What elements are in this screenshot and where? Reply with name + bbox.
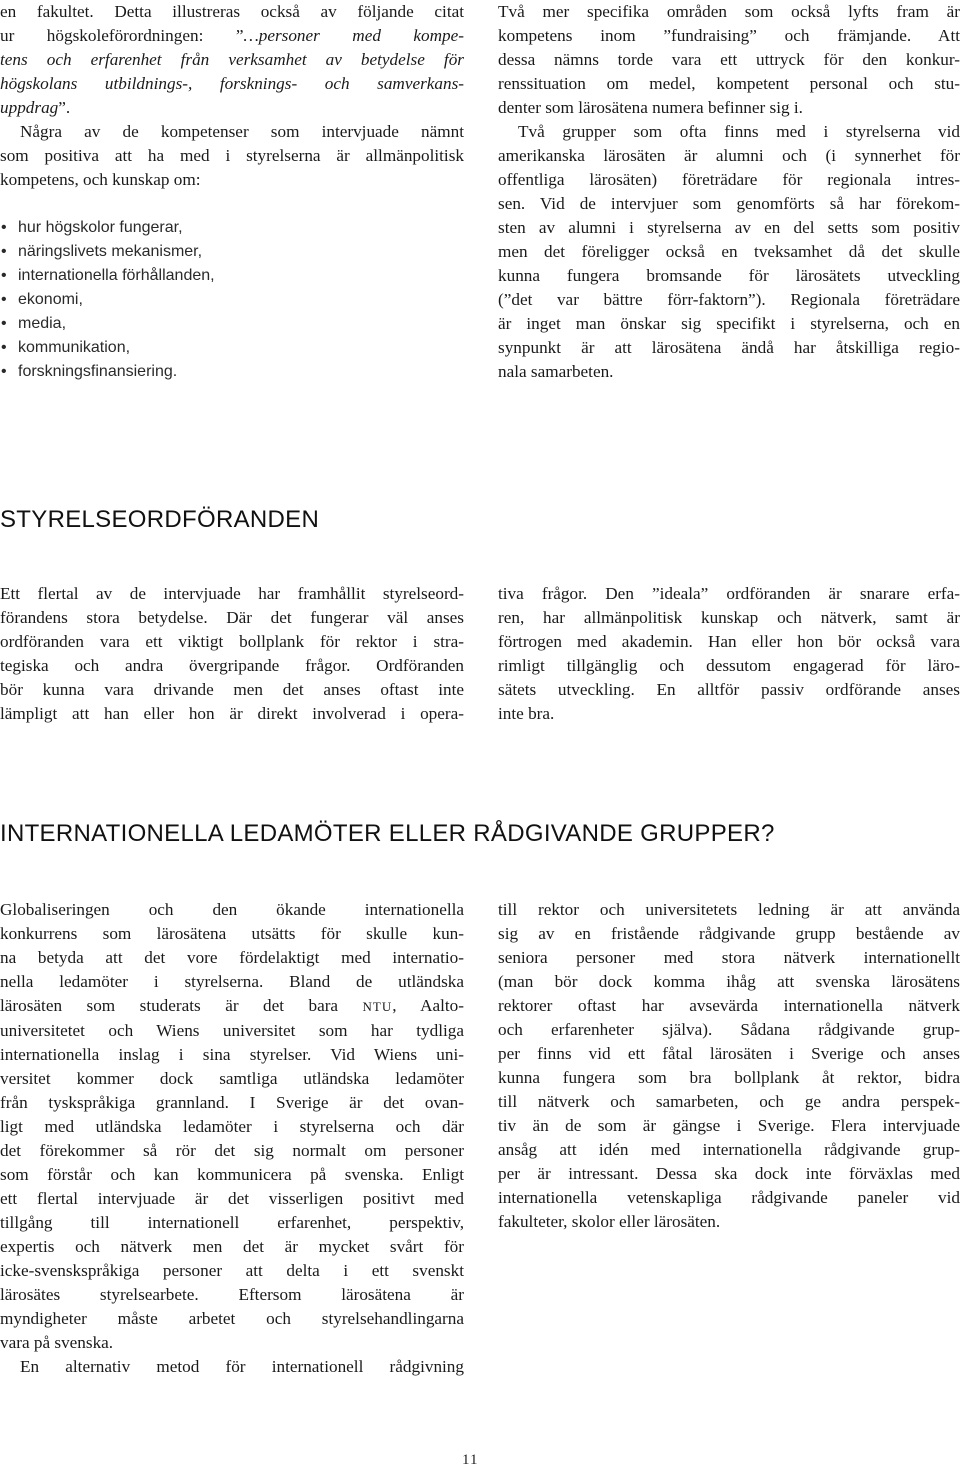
body-line: kunna fungera som bra bollplank åt rektor, bidra	[498, 1068, 960, 1087]
body-line: tillgång till internationell erfarenhet, perspektiv,	[0, 1213, 464, 1232]
body-line: expertis och nätverk men det är mycket svårt för	[0, 1237, 464, 1256]
body-line: dessa nämns torde vara ett uttryck för den konkur-	[498, 50, 960, 69]
competence-list	[0, 216, 464, 384]
body-line: förtrogen med akademin. Han eller hon bör också vara	[498, 632, 960, 651]
top-right-column	[498, 0, 960, 384]
body-line: ligt med utländska ledamöter i styrelserna och där	[0, 1117, 464, 1136]
body-line: na betyda att det vore fördelaktigt med internatio-	[0, 948, 464, 967]
body-line: lärosätes styrelsearbete. Eftersom lärosätena är	[0, 1285, 464, 1304]
list-item: • ekonomi,	[0, 288, 464, 312]
body-line: Två grupper som ofta finns med i styrelserna vid	[518, 122, 960, 141]
body-line: sig av en fristående rådgivande grupp bestående av	[498, 924, 960, 943]
body-line: En alternativ metod för internationell rådgivning	[20, 1357, 464, 1376]
body-line: vara på svenska.	[0, 1333, 114, 1352]
body-line: från tyskspråkiga grannland. I Sverige är det ovan-	[0, 1093, 464, 1112]
body-line: kompetens, och kunskap om:	[0, 170, 201, 189]
top-left-column	[0, 0, 464, 384]
body-line: som positiva att ha med i styrelserna är allmänpolitisk	[0, 146, 464, 165]
body-line: rektorer oftast har avsevärda internationella nätverk	[498, 996, 960, 1015]
list-item: • näringslivets mekanismer,	[0, 240, 464, 264]
body-line: icke-svenskspråkiga personer att delta i ett svenskt	[0, 1261, 464, 1280]
body-line: per finns vid ett fåtal lärosäten i Sverige och anses	[498, 1044, 960, 1063]
body-line: bör kunna vara drivande men det anses oftast inte	[0, 680, 464, 699]
body-line: fakulteter, skolor eller lärosäten.	[498, 1212, 721, 1231]
body-line: förandens stora betydelse. Där det fungerar väl anses	[0, 608, 464, 627]
list-item: • internationella förhållanden,	[0, 264, 464, 288]
body-line: men det föreligger också en tveksamhet då det skulle	[498, 242, 960, 261]
body-line: renssituation om medel, kompetent personal och stu-	[498, 74, 960, 93]
body-line: versitet kommer dock samtliga utländska ledamöter	[0, 1069, 464, 1088]
page-number: 11	[462, 1452, 479, 1468]
body-line: konkurrens som lärosätena utsätts för skulle kun-	[0, 924, 464, 943]
body-line: universitetet och Wiens universitet som har tydliga	[0, 1021, 464, 1040]
ntu-acronym: NTU	[362, 999, 393, 1014]
quote-text: …personer med kompe-	[243, 26, 464, 45]
body-line: Några av de kompetenser som intervjuade nämnt	[20, 122, 464, 141]
body-line: seniora personer med stora nätverk internationellt	[498, 948, 960, 967]
body-line: till rektor och universitetets ledning är att använda	[498, 900, 960, 919]
body-line: Ett flertal av de intervjuade har framhållit styrelseord-	[0, 584, 464, 603]
body-line: tiva frågor. Den ”ideala” ordföranden är snarare erfa-	[498, 584, 960, 603]
body-line: lämpligt att han eller hon är direkt involverad i opera-	[0, 704, 464, 723]
quote-line: uppdrag”.	[0, 98, 71, 117]
section2-left-column	[0, 898, 464, 1379]
body-line: ansåg att idén med internationella rådgivande grup-	[498, 1140, 960, 1159]
body-line-with-quote: ur högskoleförordningen: ”…personer med kompe-	[0, 26, 464, 45]
body-line: en fakultet. Detta illustreras också av följande citat	[0, 2, 464, 21]
body-line: Två mer specifika områden som också lyfts fram är	[498, 2, 960, 21]
body-line: tiv än de som är gängse i Sverige. Flera intervjuade	[498, 1116, 960, 1135]
body-line: det förekommer så rör det sig normalt om personer	[0, 1141, 464, 1160]
body-line: per är intressant. Dessa ska dock inte förväxlas med	[498, 1164, 960, 1183]
section1-left-column	[0, 582, 464, 726]
body-line: kompetens inom ”fundraising” och främjande. Att	[498, 26, 960, 45]
body-line: nella ledamöter i styrelserna. Bland de utländska	[0, 972, 464, 991]
body-line: inte bra.	[498, 704, 555, 723]
list-item: • media,	[0, 312, 464, 336]
body-line: (”det var bättre förr-faktorn”). Regionala företrädare	[498, 290, 960, 309]
body-line: internationella vetenskapliga rådgivande paneler vid	[498, 1188, 960, 1207]
body-line: till nätverk och samarbeten, och ge andra perspek-	[498, 1092, 960, 1111]
body-line: ordföranden vara ett viktigt bollplank för rektor i stra-	[0, 632, 464, 651]
body-line: amerikanska lärosäten är alumni och (i synnerhet för	[498, 146, 960, 165]
body-line: kunna fungera bromsande för lärosätets utveckling	[498, 266, 960, 285]
body-line: denter som lärosätena numera befinner sig i.	[498, 98, 803, 117]
list-item: • hur högskolor fungerar,	[0, 216, 464, 240]
body-line: är inget man önskar sig specifikt i styrelserna, och en	[498, 314, 960, 333]
body-line: ett flertal intervjuade är det visserligen positivt med	[0, 1189, 464, 1208]
list-item: • kommunikation,	[0, 336, 464, 360]
body-line-ntu: lärosäten som studerats är det bara NTU, Aalto-	[0, 996, 464, 1015]
section-heading-internationella: INTERNATIONELLA LEDAMÖTER ELLER RÅDGIVANDE GRUPPER?	[0, 820, 775, 847]
body-line: Globaliseringen och den ökande internationella	[0, 900, 464, 919]
section2-right-column	[498, 898, 960, 1234]
body-line: myndigheter måste arbetet och styrelsehandlingarna	[0, 1309, 464, 1328]
body-line: (man bör dock komma ihåg att svenska lärosätens	[498, 972, 960, 991]
section-heading-styrelseordforanden: STYRELSEORDFÖRANDEN	[0, 506, 320, 533]
body-line: sten av alumni i styrelserna av en del setts som positiv	[498, 218, 960, 237]
body-line: tegiska och andra övergripande frågor. Ordföranden	[0, 656, 464, 675]
quote-line: högskolans utbildnings-, forsknings- och samverkans-	[0, 74, 464, 93]
section1-right-column	[498, 582, 960, 726]
list-item: • forskningsfinansiering.	[0, 360, 464, 384]
body-line: som förstår och kan kommunicera på svenska. Enligt	[0, 1165, 464, 1184]
body-line: offentliga lärosäten) företrädare för regionala intres-	[498, 170, 960, 189]
body-line: synpunkt är att lärosätena ändå har åtskilliga regio-	[498, 338, 960, 357]
body-line: nala samarbeten.	[498, 362, 614, 381]
body-line: och erfarenheter själva). Sådana rådgivande grup-	[498, 1020, 960, 1039]
body-line: ren, har allmänpolitisk kunskap och nätverk, samt är	[498, 608, 960, 627]
body-line: sätets utveckling. En alltför passiv ordförande anses	[498, 680, 960, 699]
body-line: rimligt tillgänglig och dessutom engagerad för läro-	[498, 656, 960, 675]
body-line: sen. Vid de intervjuer som genomförts så har förekom-	[498, 194, 960, 213]
body-line: internationella inslag i sina styrelser. Vid Wiens uni-	[0, 1045, 464, 1064]
quote-line: tens och erfarenhet från verksamhet av betydelse för	[0, 50, 464, 69]
